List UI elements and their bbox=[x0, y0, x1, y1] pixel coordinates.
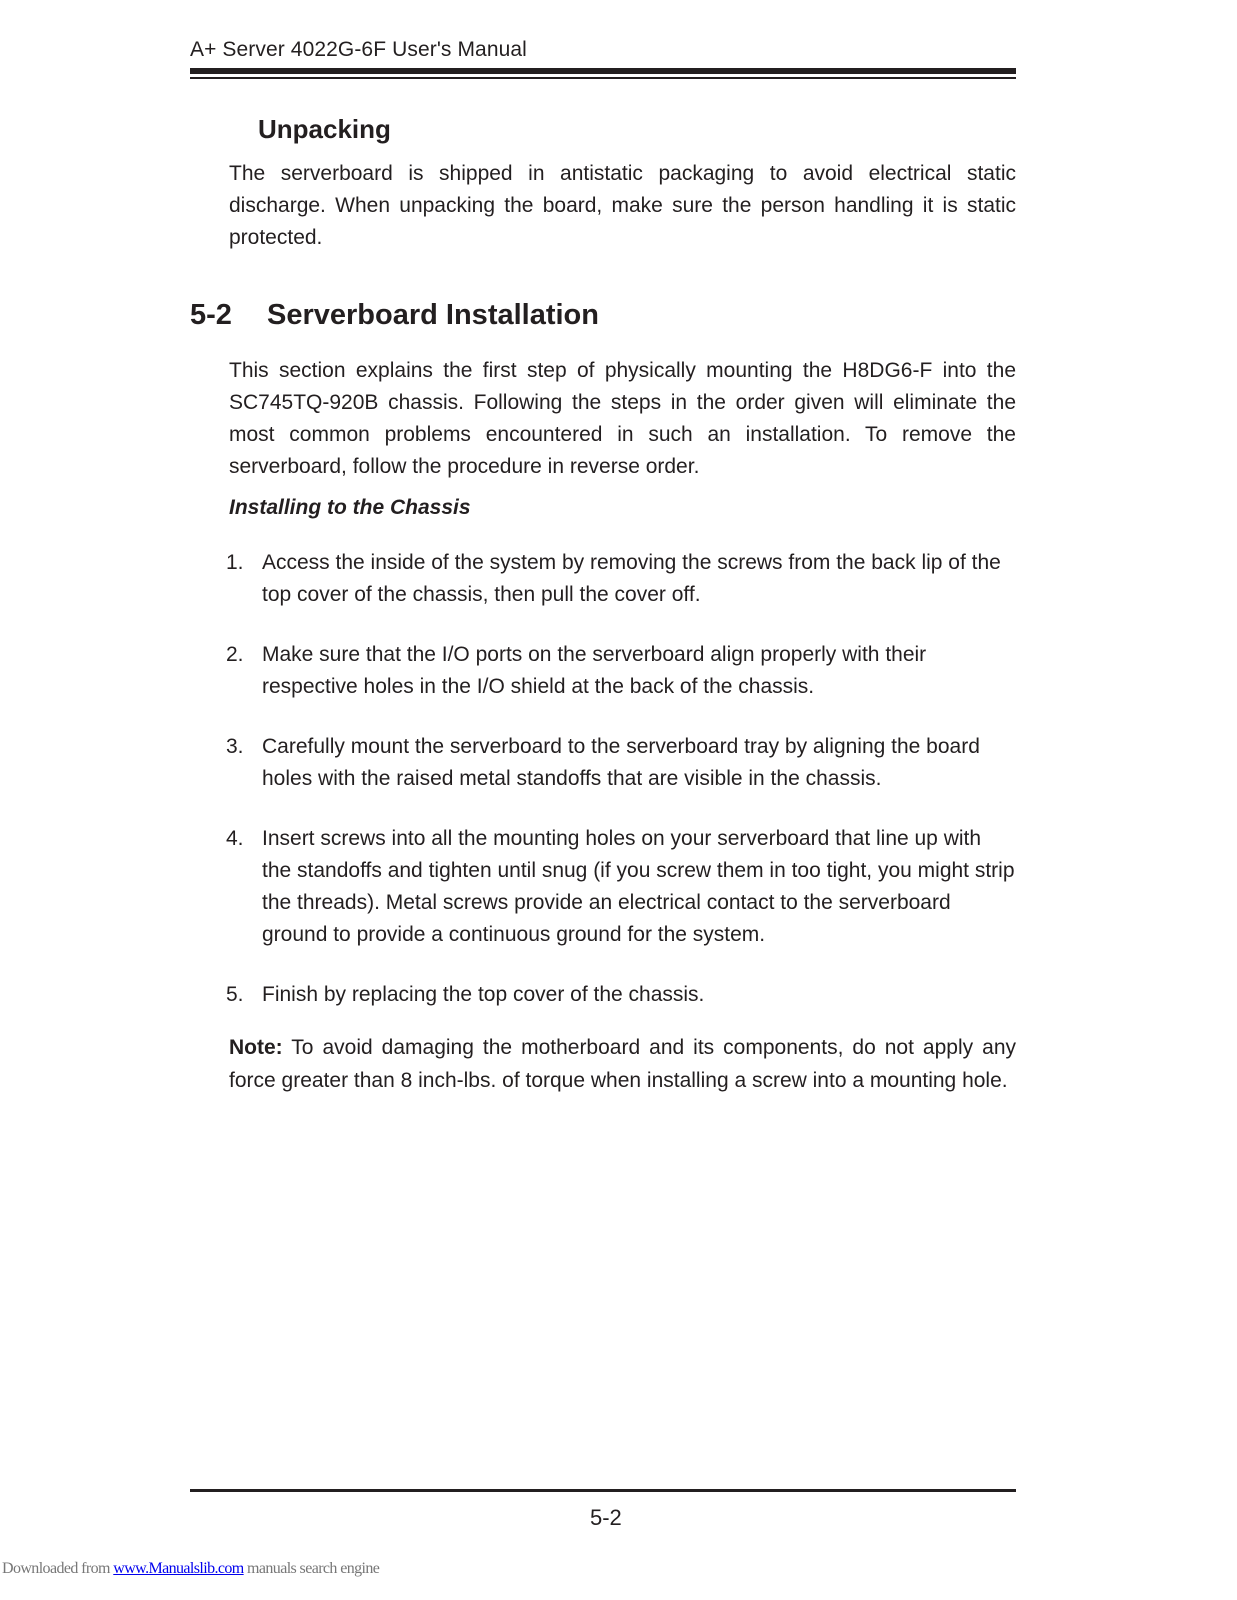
section-paragraph: This section explains the first step of physically mounting the H8DG6-F into the SC745TQ-920B chassis. Following the steps in the order given will eliminate the most common problems encountered in such an installation. To remove the serverboard, follow the procedure in reverse order. bbox=[229, 359, 1016, 478]
download-suffix: manuals search engine bbox=[243, 1560, 380, 1577]
step-number: 5. bbox=[226, 983, 244, 1006]
step-text: Make sure that the I/O ports on the serverboard align properly with their respective holes in the I/O shield at the back of the chassis. bbox=[262, 643, 927, 698]
footer-rule bbox=[190, 1489, 1016, 1492]
download-attribution bbox=[2, 1560, 379, 1578]
page-number: 5-2 bbox=[590, 1505, 622, 1530]
note-text: To avoid damaging the motherboard and its components, do not apply any force greater than 8 inch-lbs. of torque when installing a screw into a mounting hole. bbox=[229, 1036, 1016, 1092]
manualslib-link[interactable]: www.Manualslib.com bbox=[113, 1560, 244, 1577]
step-item bbox=[190, 639, 1016, 703]
step-text: Insert screws into all the mounting holes on your serverboard that line up with the standoffs and tighten until snug (if you screw them in too tight, you might strip the threads). Metal screws provide an electrical contact to the serverboard ground to provide a continuous ground for the system. bbox=[262, 827, 1015, 946]
subsection-heading: Installing to the Chassis bbox=[229, 496, 471, 519]
note-label: Note: bbox=[229, 1036, 283, 1059]
step-text: Access the inside of the system by removing the screws from the back lip of the top cover of the chassis, then pull the cover off. bbox=[262, 551, 1001, 606]
step-item bbox=[190, 979, 1016, 1011]
step-item bbox=[190, 731, 1016, 795]
section-number: 5-2 bbox=[190, 299, 232, 331]
installation-steps bbox=[190, 547, 1016, 1039]
step-text: Carefully mount the serverboard to the serverboard tray by aligning the board holes with the raised metal standoffs that are visible in the chassis. bbox=[262, 735, 980, 790]
running-header: A+ Server 4022G-6F User's Manual bbox=[190, 38, 527, 61]
step-item bbox=[190, 823, 1016, 951]
header-rule-thin bbox=[190, 77, 1016, 79]
step-item bbox=[190, 547, 1016, 611]
step-number: 1. bbox=[226, 551, 244, 574]
section-heading bbox=[190, 299, 599, 332]
unpacking-paragraph: The serverboard is shipped in antistatic packaging to avoid electrical static discharge. When unpacking the board, make sure the person handling it is static protected. bbox=[229, 162, 1016, 249]
header-rule-thick bbox=[190, 68, 1016, 74]
step-text: Finish by replacing the top cover of the chassis. bbox=[262, 983, 705, 1006]
unpacking-heading: Unpacking bbox=[258, 114, 391, 144]
step-number: 2. bbox=[226, 643, 244, 666]
section-title: Serverboard Installation bbox=[267, 299, 599, 331]
note-paragraph bbox=[229, 1031, 1016, 1097]
step-number: 3. bbox=[226, 735, 244, 758]
download-prefix: Downloaded from bbox=[2, 1560, 114, 1577]
step-number: 4. bbox=[226, 827, 244, 850]
